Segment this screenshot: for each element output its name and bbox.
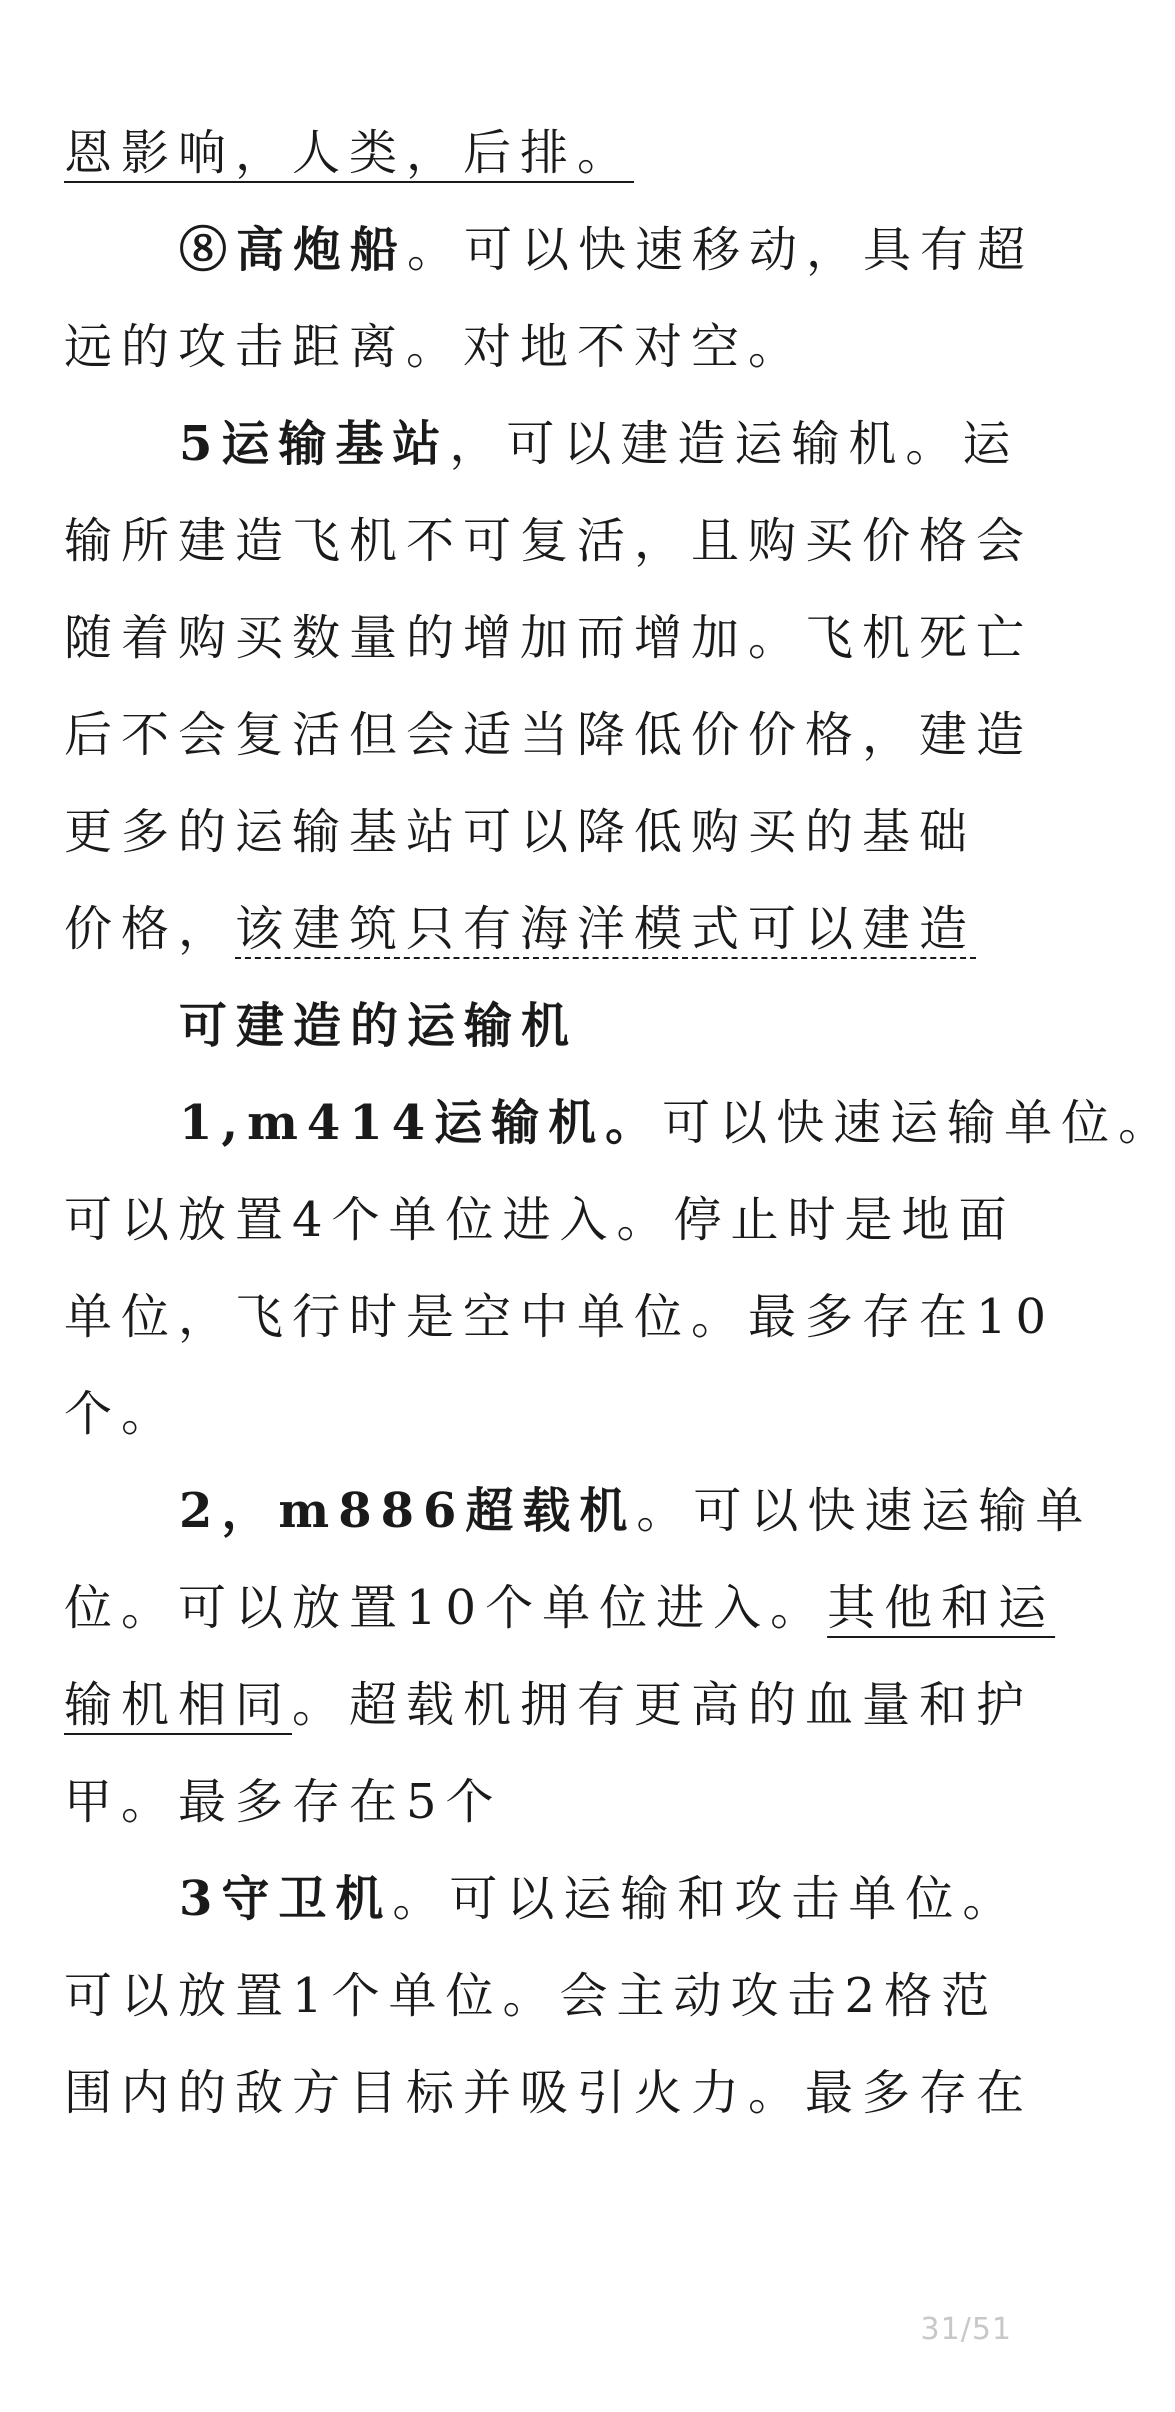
- text-line: [64, 1560, 1056, 1657]
- text-line: [64, 1269, 1056, 1366]
- text-line: [64, 299, 1024, 396]
- text-segment: 。超载机拥有更高的血量和护: [292, 1677, 1034, 1733]
- text-line: [64, 396, 1024, 493]
- text-line: [64, 687, 1034, 784]
- text-segment: 。可以快速移动，具有超: [407, 222, 1035, 278]
- text-line: [64, 202, 1035, 299]
- text-segment: 后不会复活但会适当降低价价格，建造: [64, 707, 1034, 763]
- text-segment: 恩影响，人类，后排。: [64, 125, 635, 181]
- text-line: [64, 1948, 1024, 2045]
- item-heading: 1,m414运输机。: [179, 1095, 663, 1151]
- text-line: [64, 2045, 1034, 2142]
- text-segment: 位。可以放置10个单位进入。: [64, 1580, 828, 1636]
- text-line: [64, 1851, 1024, 1948]
- text-segment: 输所建造飞机不可复活，且购买价格会: [64, 513, 1034, 569]
- text-line: [64, 590, 1034, 687]
- item-heading: 2，m886超载机: [179, 1483, 637, 1539]
- text-segment: 远的攻击距离。对地不对空。: [64, 319, 806, 375]
- text-segment: 。可以快速运输单: [636, 1483, 1093, 1539]
- text-line: [64, 1075, 1175, 1172]
- text-segment: 价格，: [64, 901, 236, 957]
- text-segment-underlined: 其他和运: [827, 1580, 1056, 1636]
- item-heading: 5运输基站: [179, 416, 450, 472]
- text-line: [64, 1366, 1024, 1463]
- text-segment: 可以快速运输单位。: [662, 1095, 1175, 1151]
- text-line: [64, 881, 1024, 978]
- note-body: [64, 105, 1175, 2142]
- text-segment-underlined: 该建筑只有海洋模式可以建造: [235, 901, 977, 957]
- text-segment: 可以放置1个单位。会主动攻击2格范: [64, 1968, 999, 2024]
- text-segment: 。可以运输和攻击单位。: [392, 1871, 1020, 1927]
- text-segment: 围内的敌方目标并吸引火力。最多存在: [64, 2065, 1034, 2121]
- text-segment: 更多的运输基站可以降低购买的基础: [64, 804, 977, 860]
- page-number: 31/51: [920, 2312, 1012, 2347]
- item-heading: ⑧高炮船: [179, 222, 408, 278]
- section-title: 可建造的运输机: [179, 998, 579, 1054]
- text-segment-underlined: 输机相同: [64, 1677, 293, 1733]
- section-heading: [64, 978, 1024, 1075]
- text-line: [64, 493, 1034, 590]
- text-segment: 可以放置4个单位进入。停止时是地面: [64, 1192, 1016, 1248]
- text-segment: ，可以建造运输机。运: [449, 416, 1020, 472]
- text-line: [64, 1463, 1093, 1560]
- text-segment: 单位，飞行时是空中单位。最多存在10: [64, 1289, 1056, 1345]
- text-line: [64, 105, 1024, 202]
- text-line: [64, 784, 1024, 881]
- text-line: [64, 1754, 1024, 1851]
- item-heading: 3守卫机: [179, 1871, 393, 1927]
- text-segment: 随着购买数量的增加而增加。飞机死亡: [64, 610, 1034, 666]
- text-segment: 甲。最多存在5个: [64, 1774, 503, 1830]
- text-line: [64, 1172, 1024, 1269]
- text-line: [64, 1657, 1034, 1754]
- text-segment: 个。: [64, 1386, 179, 1442]
